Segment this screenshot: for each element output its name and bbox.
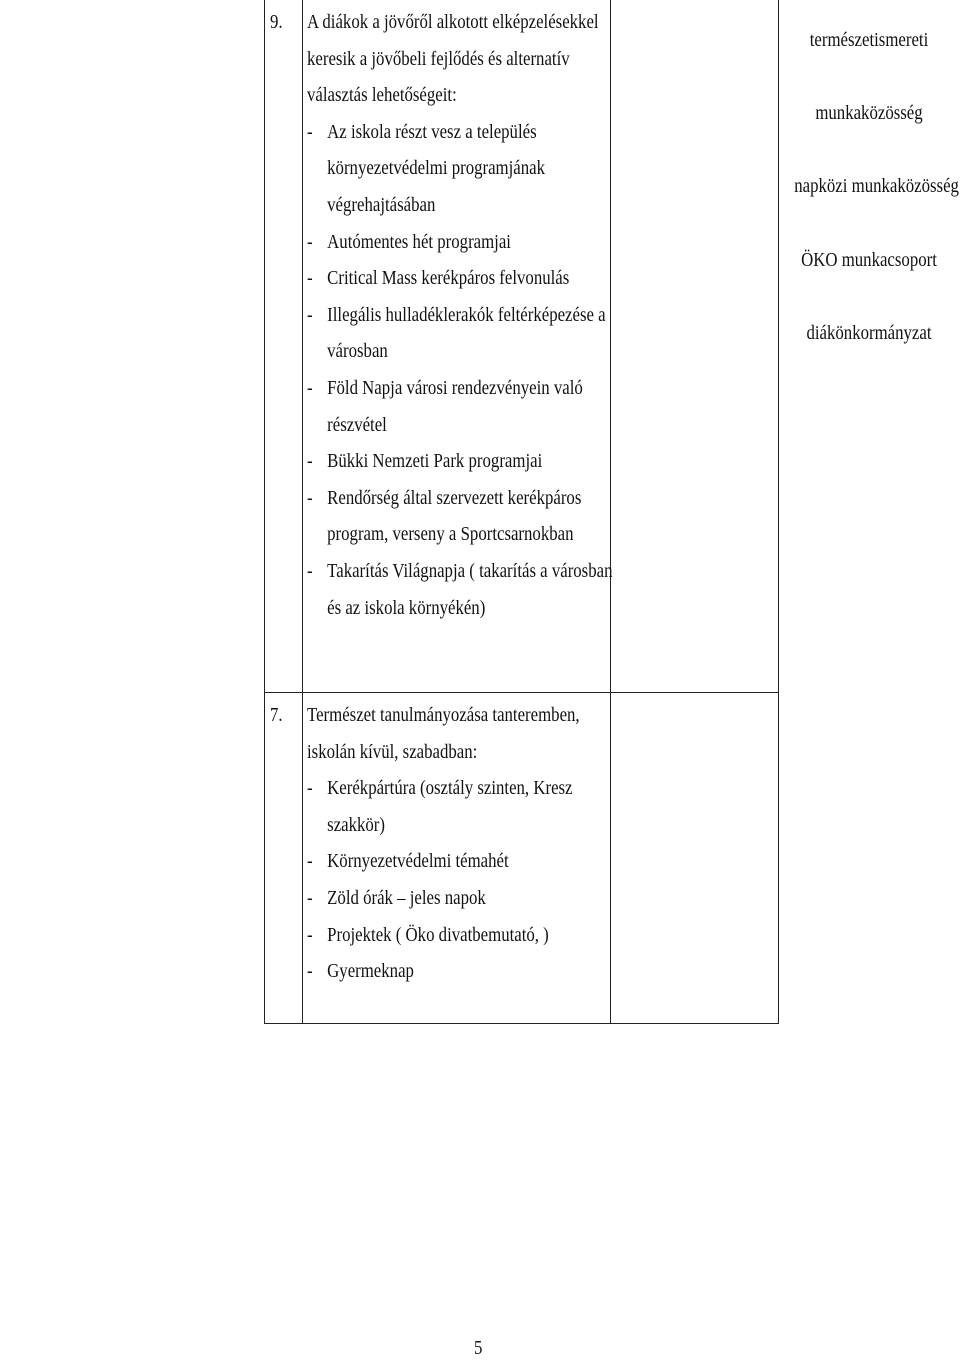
intro-line: Természet tanulmányozása tanteremben, bbox=[307, 704, 580, 726]
page-number: 5 bbox=[474, 1337, 483, 1359]
responsible-group: természetismereti bbox=[809, 29, 929, 51]
list-item: - Zöld órák – jeles napok bbox=[307, 886, 486, 909]
list-item: - Az iskola részt vesz a település bbox=[307, 120, 537, 143]
row-number: 7. bbox=[270, 704, 283, 726]
row-separator bbox=[264, 692, 779, 693]
intro-line: A diákok a jövőről alkotott elképzelésekkel bbox=[307, 11, 599, 33]
responsible-group: diákönkormányzat bbox=[806, 321, 932, 344]
list-item: - Kerékpártúra (osztály szinten, Kresz bbox=[307, 777, 573, 800]
row-activities bbox=[307, 4, 612, 626]
intro-line: keresik a jövőbeli fejlődés és alternatív bbox=[307, 47, 570, 70]
list-item: - Takarítás Világnapja ( takarítás a városban bbox=[307, 559, 613, 582]
table-divider-3 bbox=[778, 0, 779, 1024]
list-item: - Föld Napja városi rendezvényein való bbox=[307, 376, 583, 399]
list-item: - Gyermeknap bbox=[307, 960, 414, 983]
list-item: - Bükki Nemzeti Park programjai bbox=[307, 450, 543, 473]
list-item-continuation: és az iskola környékén) bbox=[327, 596, 486, 619]
row-number: 9. bbox=[270, 11, 283, 33]
list-item-continuation: városban bbox=[327, 340, 388, 363]
list-item-continuation: környezetvédelmi programjának bbox=[327, 157, 546, 180]
responsible-group: munkaközösség bbox=[815, 102, 923, 125]
list-item-continuation: szakkör) bbox=[327, 813, 386, 836]
table-divider-1 bbox=[302, 0, 303, 1024]
list-item: - Projektek ( Öko divatbemutató, ) bbox=[307, 923, 549, 946]
intro-line: iskolán kívül, szabadban: bbox=[307, 740, 478, 763]
list-item: - Autómentes hét programjai bbox=[307, 230, 511, 253]
table-border-bottom bbox=[264, 1023, 779, 1024]
responsible-groups bbox=[780, 4, 958, 370]
responsible-group: ÖKO munkacsoport bbox=[801, 248, 937, 271]
table-border-left bbox=[264, 0, 265, 1024]
row-activities bbox=[307, 697, 580, 990]
list-item: - Critical Mass kerékpáros felvonulás bbox=[307, 267, 570, 290]
list-item-continuation: végrehajtásában bbox=[327, 193, 436, 216]
list-item: - Illegális hulladéklerakók feltérképezése a bbox=[307, 303, 606, 326]
list-item: - Környezetvédelmi témahét bbox=[307, 850, 509, 873]
responsible-group: napközi munkaközösség bbox=[794, 175, 959, 198]
intro-line: választás lehetőségeit: bbox=[307, 84, 457, 107]
list-item: - Rendőrség által szervezett kerékpáros bbox=[307, 486, 582, 509]
list-item-continuation: program, verseny a Sportcsarnokban bbox=[327, 523, 574, 546]
list-item-continuation: részvétel bbox=[327, 413, 387, 436]
